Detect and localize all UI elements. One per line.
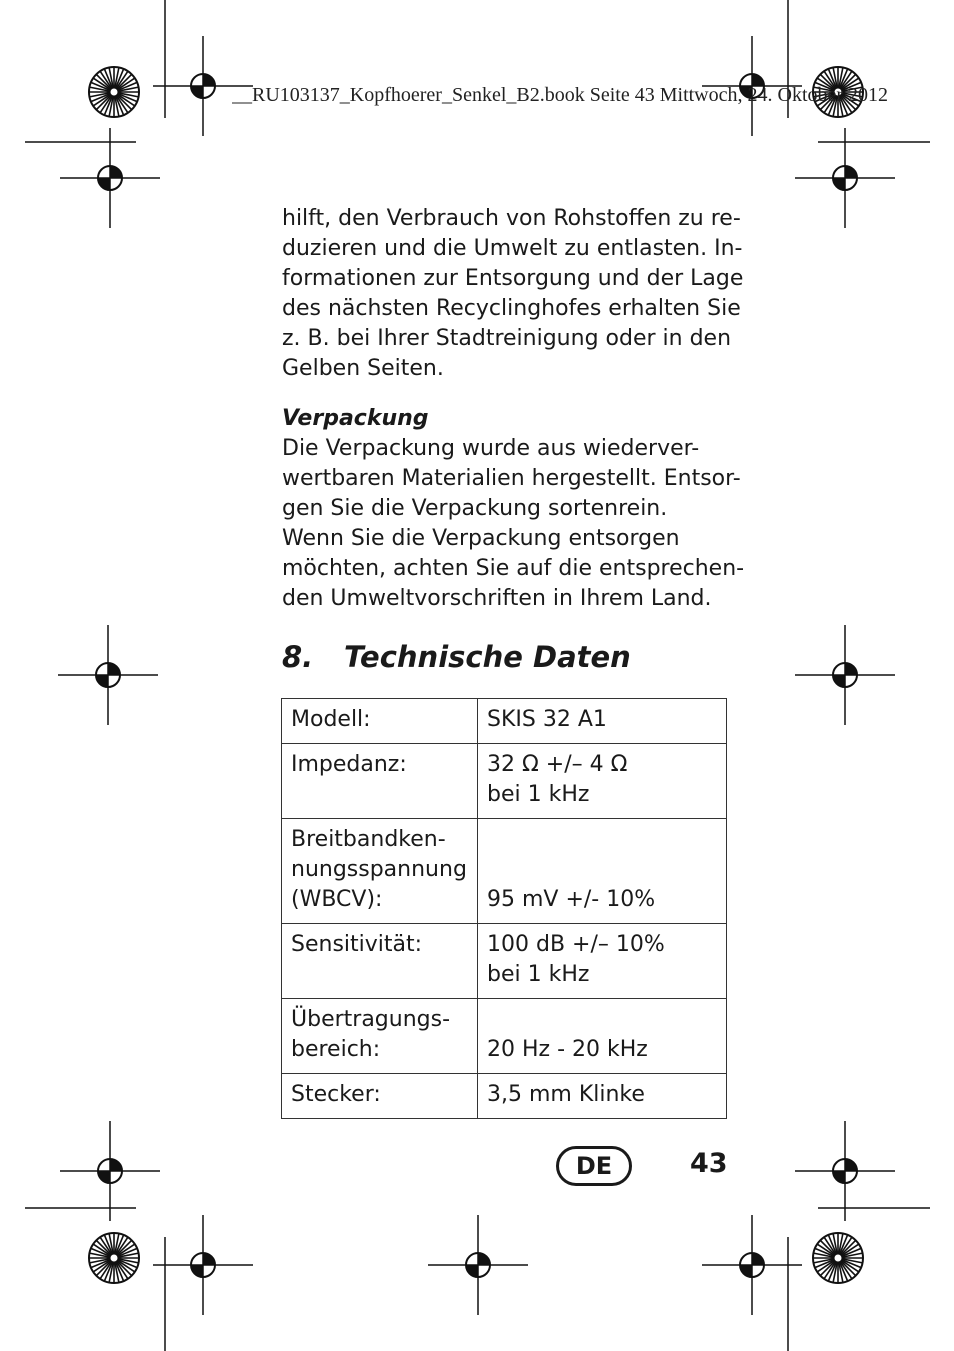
- spec-value-line: 32 Ω +/– 4 Ω: [487, 752, 628, 777]
- text-line: formationen zur Entsorgung und der Lage: [282, 266, 744, 291]
- spec-value: [478, 819, 727, 924]
- spacer: [487, 1005, 718, 1035]
- text-line: duzieren und die Umwelt zu entlasten. In-: [282, 236, 743, 261]
- spec-value-line: bei 1 kHz: [487, 962, 590, 987]
- registration-mark-icon: [702, 1215, 802, 1315]
- spec-value-line: 95 mV +/- 10%: [487, 887, 656, 912]
- text-line: Die Verpackung wurde aus wiederver-: [282, 436, 700, 461]
- spec-label-line: Modell:: [291, 707, 371, 732]
- spec-label-line: Impedanz:: [291, 752, 407, 777]
- color-target-icon: [89, 67, 139, 117]
- spec-value-line: 100 dB +/– 10%: [487, 932, 665, 957]
- section-title-text: Technische Daten: [344, 640, 631, 674]
- spec-label-line: Stecker:: [291, 1082, 381, 1107]
- registration-mark-icon: [795, 128, 895, 228]
- spec-label-line: bereich:: [291, 1037, 381, 1062]
- text-line: gen Sie die Verpackung sortenrein.: [282, 496, 668, 521]
- registration-mark-icon: [58, 625, 158, 725]
- table-row: [282, 999, 727, 1074]
- spec-value-line: bei 1 kHz: [487, 782, 590, 807]
- registration-mark-icon: [153, 1215, 253, 1315]
- spec-label-line: Übertragungs-: [291, 1007, 451, 1032]
- registration-mark-icon: [795, 625, 895, 725]
- table-row: [282, 819, 727, 924]
- text-line: möchten, achten Sie auf die entsprechen-: [282, 556, 745, 581]
- text-line: Wenn Sie die Verpackung entsorgen: [282, 526, 680, 551]
- spec-label: [282, 819, 478, 924]
- text-line: z. B. bei Ihrer Stadtreinigung oder in den: [282, 326, 732, 351]
- spec-label: [282, 699, 478, 744]
- spec-label-line: Sensitivität:: [291, 932, 423, 957]
- spacer: [487, 825, 718, 855]
- spec-value-line: SKIS 32 A1: [487, 707, 607, 732]
- text-line: hilft, den Verbrauch von Rohstoffen zu re-: [282, 206, 741, 231]
- spec-label-line: nungsspannung: [291, 857, 467, 882]
- spec-value: [478, 1074, 727, 1119]
- spec-value-line: 3,5 mm Klinke: [487, 1082, 645, 1107]
- color-target-icon: [813, 1233, 863, 1283]
- section-title: [282, 640, 631, 674]
- registration-mark-icon: [795, 1121, 895, 1221]
- body-text: [282, 204, 745, 614]
- spec-label: [282, 924, 478, 999]
- spec-label: [282, 744, 478, 819]
- registration-mark-icon: [60, 1121, 160, 1221]
- registration-mark-icon: [428, 1215, 528, 1315]
- disposal-paragraph: [282, 204, 744, 384]
- spec-label: [282, 999, 478, 1074]
- spec-label-line: (WBCV):: [291, 887, 383, 912]
- spacer: [487, 855, 718, 885]
- spec-value: [478, 924, 727, 999]
- table-row: [282, 1074, 727, 1119]
- technical-data-table: [281, 698, 727, 1119]
- packaging-heading: Verpackung: [282, 406, 429, 431]
- spec-label-line: Breitbandken-: [291, 827, 446, 852]
- color-target-icon: [89, 1233, 139, 1283]
- text-line: wertbaren Materialien hergestellt. Entsor-: [282, 466, 741, 491]
- text-line: Gelben Seiten.: [282, 356, 444, 381]
- spec-value: [478, 699, 727, 744]
- section-number: 8.: [282, 640, 314, 674]
- page-number: 43: [690, 1148, 728, 1179]
- spec-label: [282, 1074, 478, 1119]
- spec-value-line: 20 Hz - 20 kHz: [487, 1037, 648, 1062]
- text-line: den Umweltvorschriften in Ihrem Land.: [282, 586, 712, 611]
- table-row: [282, 699, 727, 744]
- table-row: [282, 744, 727, 819]
- registration-mark-icon: [60, 128, 160, 228]
- spec-value: [478, 744, 727, 819]
- spec-value: [478, 999, 727, 1074]
- text-line: des nächsten Recyclinghofes erhalten Sie: [282, 296, 741, 321]
- language-badge: DE: [556, 1146, 632, 1186]
- table-row: [282, 924, 727, 999]
- packaging-paragraph: [282, 434, 745, 614]
- book-slug-header: __RU103137_Kopfhoerer_Senkel_B2.book Seite 43 Mittwoch, 24. Oktober 2012: [232, 84, 889, 106]
